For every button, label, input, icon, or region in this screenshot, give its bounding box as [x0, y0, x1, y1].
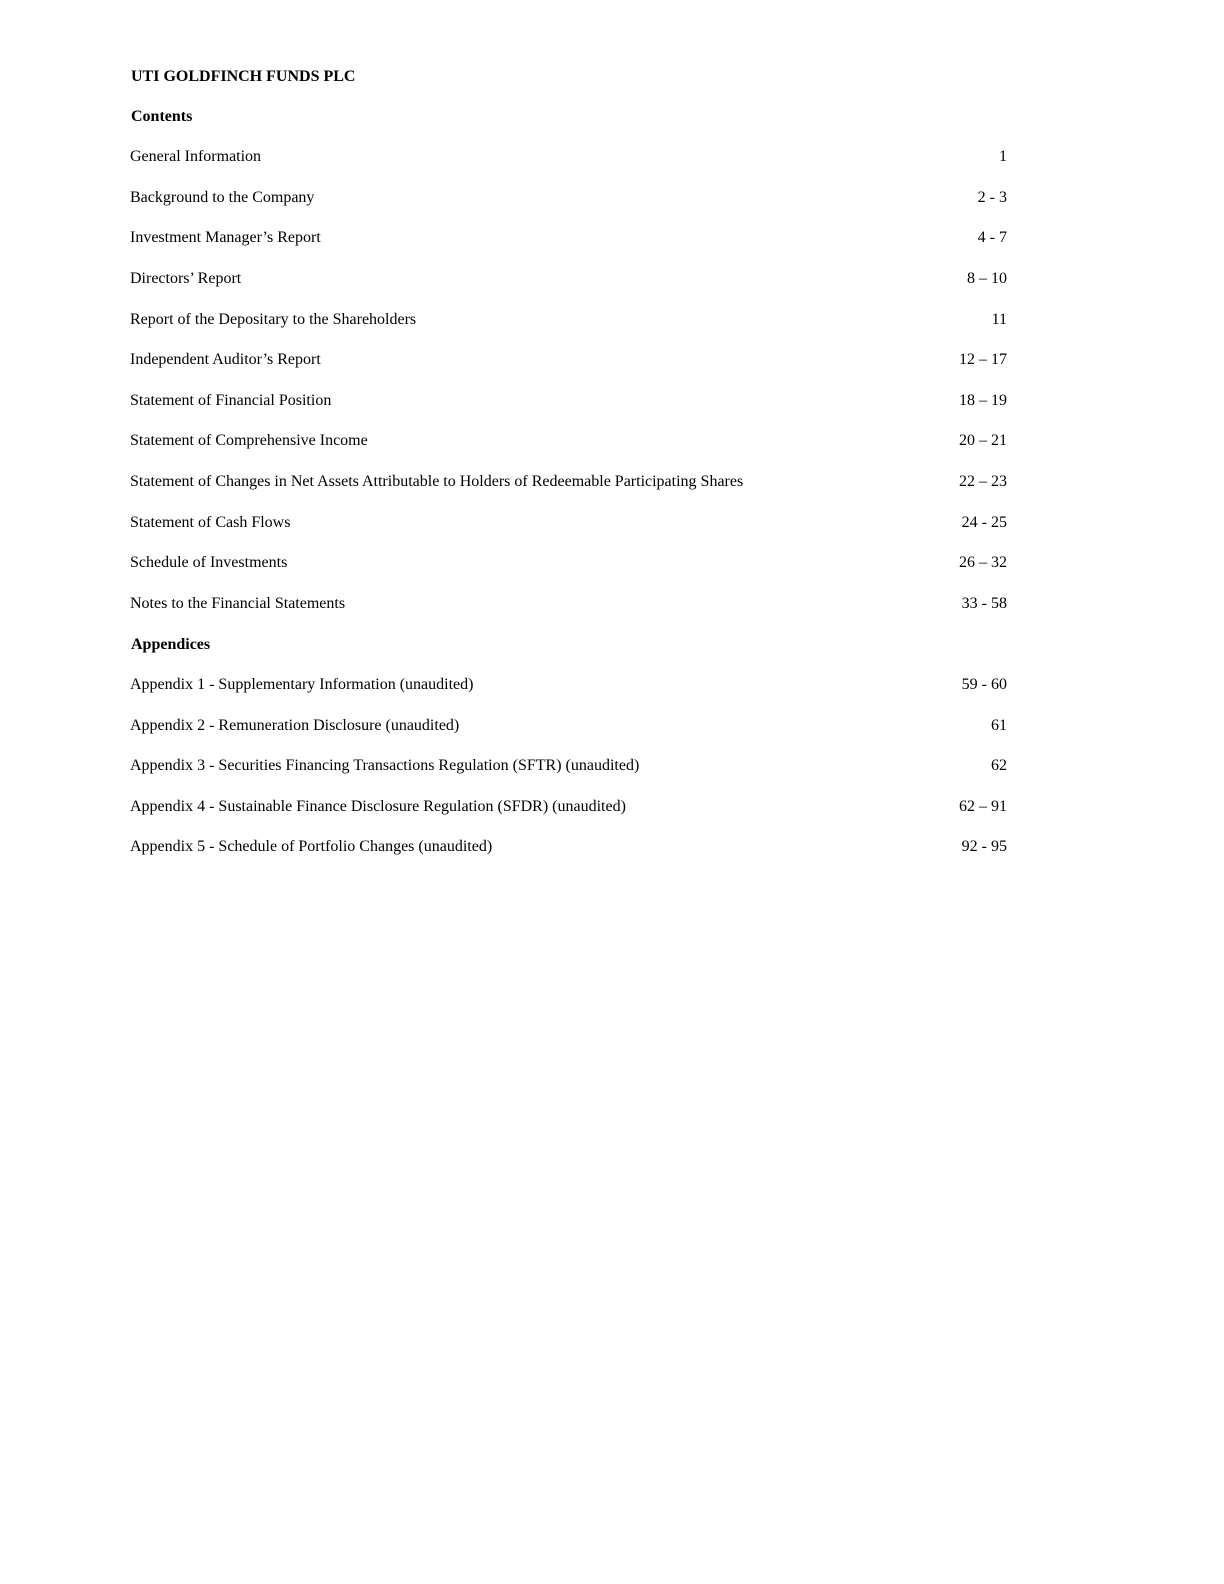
company-title: UTI GOLDFINCH FUNDS PLC	[131, 68, 356, 85]
toc-entry-title: Independent Auditor’s Report	[130, 351, 321, 368]
toc-entry-title: Appendix 5 - Schedule of Portfolio Changes (unaudited)	[130, 838, 493, 855]
toc-entry-appendix-3	[130, 755, 1007, 777]
toc-entry-changes-in-net-assets	[130, 471, 1007, 493]
toc-entry-title: General Information	[130, 148, 262, 165]
toc-entry-appendix-5	[130, 836, 1007, 858]
toc-entry-title: Notes to the Financial Statements	[130, 595, 346, 612]
toc-entry-pages: 4 - 7	[977, 229, 1007, 246]
toc-entry-schedule-of-investments	[130, 552, 1007, 574]
toc-entry-title: Appendix 1 - Supplementary Information (unaudited)	[130, 676, 474, 693]
toc-entry-cash-flows	[130, 512, 1007, 534]
toc-entry-pages: 18 – 19	[959, 392, 1007, 409]
toc-entry-financial-position	[130, 390, 1007, 412]
toc-entry-pages: 22 – 23	[959, 473, 1007, 490]
toc-entry-title: Appendix 2 - Remuneration Disclosure (unaudited)	[130, 717, 460, 734]
toc-entry-title: Statement of Financial Position	[130, 392, 332, 409]
toc-entry-directors-report	[130, 268, 1007, 290]
toc-entry-pages: 62 – 91	[959, 798, 1007, 815]
toc-entry-pages: 59 - 60	[961, 676, 1007, 693]
contents-heading: Contents	[131, 108, 193, 125]
toc-entry-title: Directors’ Report	[130, 270, 242, 287]
toc-entry-title: Statement of Changes in Net Assets Attributable to Holders of Redeemable Participating Shares	[130, 473, 744, 490]
toc-entry-general-information	[130, 146, 1007, 168]
toc-entry-pages: 62	[991, 757, 1007, 774]
toc-entry-pages: 24 - 25	[961, 514, 1007, 531]
toc-entry-pages: 20 – 21	[959, 432, 1007, 449]
toc-entry-pages: 33 - 58	[961, 595, 1007, 612]
toc-entry-title: Report of the Depositary to the Shareholders	[130, 311, 417, 328]
toc-entry-appendix-2	[130, 715, 1007, 737]
toc-entry-title: Background to the Company	[130, 189, 315, 206]
toc-entry-appendix-4	[130, 796, 1007, 818]
toc-entry-title: Appendix 4 - Sustainable Finance Disclosure Regulation (SFDR) (unaudited)	[130, 798, 626, 815]
toc-entry-title: Appendix 3 - Securities Financing Transactions Regulation (SFTR) (unaudited)	[130, 757, 640, 774]
toc-entry-background	[130, 187, 1007, 209]
toc-entry-title: Schedule of Investments	[130, 554, 288, 571]
toc-entry-notes	[130, 593, 1007, 615]
toc-entry-depositary-report	[130, 309, 1007, 331]
toc-entry-pages: 11	[991, 311, 1007, 328]
toc-entry-pages: 26 – 32	[959, 554, 1007, 571]
toc-entry-appendix-1	[130, 674, 1007, 696]
toc-entry-investment-managers-report	[130, 227, 1007, 249]
toc-entry-title: Statement of Cash Flows	[130, 514, 291, 531]
toc-entry-pages: 12 – 17	[959, 351, 1007, 368]
toc-entry-title: Statement of Comprehensive Income	[130, 432, 368, 449]
toc-entry-comprehensive-income	[130, 430, 1007, 452]
toc-entry-pages: 2 - 3	[977, 189, 1007, 206]
toc-entry-title: Investment Manager’s Report	[130, 229, 321, 246]
toc-entry-pages: 61	[991, 717, 1007, 734]
toc-entry-auditors-report	[130, 349, 1007, 371]
toc-entry-pages: 8 – 10	[967, 270, 1007, 287]
toc-entry-pages: 1	[999, 148, 1007, 165]
toc-entry-pages: 92 - 95	[961, 838, 1007, 855]
appendices-heading: Appendices	[131, 636, 211, 653]
